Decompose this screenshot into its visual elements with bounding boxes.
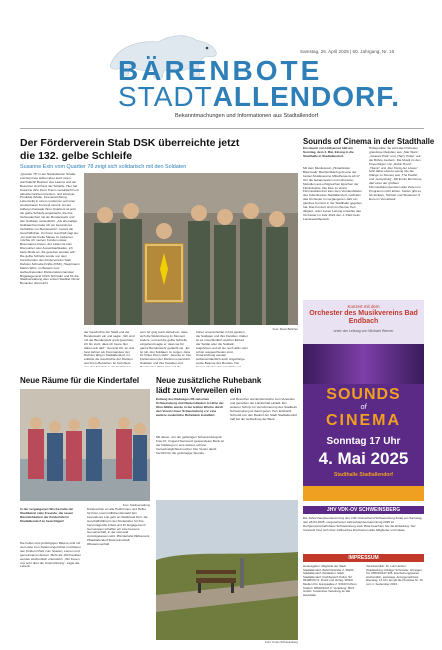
poster-of: of [360,404,367,411]
masthead-stadt: STADT [118,81,213,112]
lead-col2: der Geschichte der Stadt und der Bundeswehr ein und sagte: „Wir sind mit der Bundeswehr groß geworden, ich bin stolz, dass ich heute hier dabei sein darf.“ General Olt, an und best Jahren als Kommandeur der Division tätig in Stadtallendorf, ist, erklärte die Geschichte der Division seit ihrem Bestehen. Er berichtete [84,331,135,366]
poster-venue: Stadthalle Stadtallendorf [334,472,393,478]
vdk-bar [303,506,424,514]
poster-date: 4. Mai 2025 [318,449,409,468]
poster-leader: unter der Leitung von Michael Werner [333,329,394,333]
kita-headline: Neue Räume für die Kindertafel [20,376,140,385]
poster-top: Konzert mit dem [347,304,380,309]
kita-col1: Die hellen und großzügigen Räume sind mit viel Liebe zum Detail eingerichtet und bieten den Kindern Platz zum Spielen, Lernen und gemeinsamen Essen. Mehr als 100 Familien werden wöchentlich unterstützt. „Wir freuen uns sehr über die Unterstützung“, sagte die Leiterin. [20,542,82,569]
kita-col2: Dankeschön an alle Helferinnen und Helfer für ihren unermüdlichen Einsatz! Ein besonderes Lob geht an Waldtraud Dorr, die Geschäftsführerin der Kindertafel, für ihre hervorragende Arbeit und ihr Engagement! Gemeinsam schaffen wir eine bessere Gemeinschaft, in der niemand zurückgelassen wird. #Kindertafel #Ehrenamt #Stadtallendorf #Gemeinschaft #Zusammenhalt [87,508,150,547]
concert-col1-lead: Ein Hauch von Hollywood hält am Sonntag, dem 4. Mai, Einzug in die Stadthalle in Stadtallendorf. [303,147,354,158]
lead-col1: „Quartier 78“ in der Niederkleiner Straße erscheint wie außen aber auch innen, durchdacht! Besitzer des Ladens und der Besucher sind Fans der Schleife. Hier hat Susanne Zinn ihren Traum verwirklicht und aktuelle Fashion-Interieur- und Lifestyle-Produkte (Mode, Inneneinrichtung, Lebensstil) in einem modernen auf einer wunderbaren Konzept vereint. An der äußeren Fassade ihres Quartiers ist jetzt die gelbe Schleife angebracht, die ihre Verbundenheit mit der Bundeswehr und den Soldaten verdeutlicht. „Als ehemalige Soldatenfrau habe ich ein besonderes Verhältnis zur Bundeswehr“, betont die Geschäftsfrau. Zu ihrem Geschäft sagt sie: „An statt die breite Masse zu bedienen, möchte ich meinen Kunden etwas Besonderes bieten, der Laden ist kein Discounter oder Ausverkaufsladen, ich biete Mode an, die gesehen werden will.“ Die gelbe Schleife wurde von dem Vorsitzenden des Fördervereins Stab Division Schnelle Kräfte (DSK), Hauptmann Martin Würz, im Beisein vom stellvertretenden Divisionskommandeur Brigadegeneral Ulrich Schröder und für die Stadtverwaltung dem ersten Stadtrat Otmar Bonacker überreicht. [20,173,80,286]
poster-bottom-band [303,486,424,501]
masthead-title: BÄRENBOTE [118,55,323,86]
lead-headline-1: Der Förderverein Stab DSK überreichte jetzt [20,137,240,149]
kita-photo-credit: Foto: Stadtverwaltung [122,503,150,507]
impressum-col1: Herausgeber: Magistrat der Stadt Stadtallendorf, Bahnhofstraße 2, 35260 Stadtallendorf. Redaktion: Stadt Stadtallendorf, Fachbereich Kultur, Tel. 06428/707-0. Druck und Verlag: Wittich Medien KG, Europaallee 2, 54343 Föhren. Telefon: 06502/9147-0. Verteilung: MVS GmbH. Kostenlose Verteilung an alle Haushalte. [303,565,358,597]
lead-col3: sein. Er ging auch darauf ein, dass sich die Weltordnung im Moment ändere, und auf die gelbe Schleife eingehend sagte er, dass sie für ganze Bundeswehr gedacht sei. „Es ist toll, den Soldaten zu zeigen, dass ihr hinter ihnen steht“, betonte er. Der Förderverein der Division unterstützt Soldaten und ihre Familien und [140,331,192,366]
poster-cinema: CINEMA [325,412,402,429]
poster-orchestra: Orchester des Musikvereins Bad Endbach [309,310,418,325]
vdk-title: JHV VDK-OV SCHWEINSBERG [326,507,401,513]
masthead-subtitle [118,83,400,111]
lead-headline-2: die 132. gelbe Schleife [20,150,133,162]
bench-headline-1: Neue zusätzliche Ruhebank [156,376,262,385]
poster-sounds: SOUNDS [326,386,401,403]
kita-photo [20,389,150,501]
impressum-title: IMPRESSUM [348,555,379,561]
issue-date: Samstag, 26. April 2025 | 60. Jahrgang, Nr. 16 [300,49,395,54]
impressum-col2: Verantwortlich: Dr. Lutz Hecker. Objektleitung: Rüdiger Schneider. Anzeigen: Tel. 06502/9147-335. Erscheinungsweise: wöchentlich, samstags. Anzeigenschluss: Dienstag, 12 Uhr. Es gilt die Preisliste Nr. 16 vom 1. September 2023. [366,565,423,586]
poster-day: Sonntag 17 Uhr [326,436,401,447]
masthead-rule [20,128,424,129]
lead-photo [84,173,298,325]
concert-col2: Höhepunkte. So wird das Orchester grandiose Melodien aus „Star Wars“, „Jurassic Park“ und „Harry Potter“ auf die Bühne zaubern. Die Musik zu den Kinoerfolgen von „Robin Hood“, „Titanic“ und „Der König der Löwen“ fehlt dabei ebenso wenig wie die Klänge zu Szenen aus „The Pacific“ und „Gettysburg“. Mit Ennio Morricone darf einer der größten Filmmusikkomponisten aller Zeiten im Programm nicht fehlen. Karten gibt es ab 19 Euro, Schüler und Studenten 9 Euro im Vorverkauf. [369,147,422,201]
bench-photo [156,500,298,640]
bench-col1: Mit dieser, von der gebürtigen Schweinsbergerin Frau Dr. Irmgard Steinmetz gespendeten Bank ist der Radweg um eine weitere schöne Verweilmöglichkeit reicher. Der Verein dankt herzlich für die großzügige Spende. [156,436,224,455]
concert-headline: Sounds of Cinema in der Stadthalle [303,137,435,146]
impressum-bar [303,554,424,562]
bench-col2: und Besucher wie Einheimische zum Verweilen und genießen der Landschaft einlädt. Ein weiterer Schritt zur Verschönerung des Stadtteils Schweinsberg ist damit getan. Herr Eckhardt Schmidt von den Bauhof der Stadt Stadtallendorf half bei der Aufstellung der Bank. [230,398,298,421]
bench-headline-2: lädt zum Verweilen ein [156,386,242,395]
lead-photo-credit: Foto: Klaus Böttcher [272,327,298,331]
bench-col1-lead: Entlang des Radweges R6 zwischen Schweinsberg und Niederofleiden in Höhe der Ohm-Mühle wurde in der letzten Woche durch den Verein Unser Schweinsberg e.V. eine weitere zusätzliche Ruhebank installiert. [156,398,224,417]
concert-col1: Mit dem Musikverein „Hinterländer Blasmusik“ Bad Endbach geht eine der besten Musikvereine Mittelhessens ab 17 Uhr die bekanntesten und schönsten Melodien aus erfolgreichen Epochen der Filmindustrie. Die Idee zu einem Filmmusikkonzert kam dem Vorstandsleiter des Kulturkreises Stadtallendorf, nachdem das Orchester im vergangenen Jahr ein gleiches Konzert in der Stadthalle gegeben hat. Das Konzert wird von Werner Keil dirigiert, unter seiner Leitung erreichte das Orchester im Jahr 2024 den 1. Platz beim Landeswettbewerb. [303,167,362,221]
concert-poster [303,300,424,501]
lead-subtitle: Susanne Exin vom Quartier 78 zeigt sich solidarisch mit den Soldaten [20,164,187,170]
lead-col4: hörter unverschuldet in Not geraten, die Soldaten und ihre Familien. Dabei ist es unverbindlich welcher Einheit der Soldat oder die Soldatin angehören und ob sie noch aktiv oder schon ausgeschieden sind. Unterstützung werden selbstverständlich auch Angehörige sowie Beamte des Bundes. Der [196,331,248,366]
bench-photo-credit: Foto: Unser Schweinsberg [265,640,298,644]
tagline: Bekanntmachungen und Informationen aus Stadtallendorf [175,113,319,119]
poster-film-strip [303,344,424,384]
kita-col1-lead: In der vergangenen Woche hatte der Stadtbeirat viele Freunde, die neuen Räumlichkeiten der Kindertafel in Stadtallendorf zu besichtigen! [20,508,74,523]
vdk-text: Die Jahreshauptversammlung des VdK Ortsverband Schweinsberg findet am Samstag, den 26.04.2025, vorgesehenen Jahreshauptversammlung 2025 im Dorfgemeinschaftshaus Schweinsberg statt. Bitte beachten Sie die Einladung. Der Vorstand freut sich über zahlreiches Erscheinen aller Mitglieder und Gäste. [303,517,423,532]
masthead-allendorf: ALLENDORF. [212,81,401,112]
